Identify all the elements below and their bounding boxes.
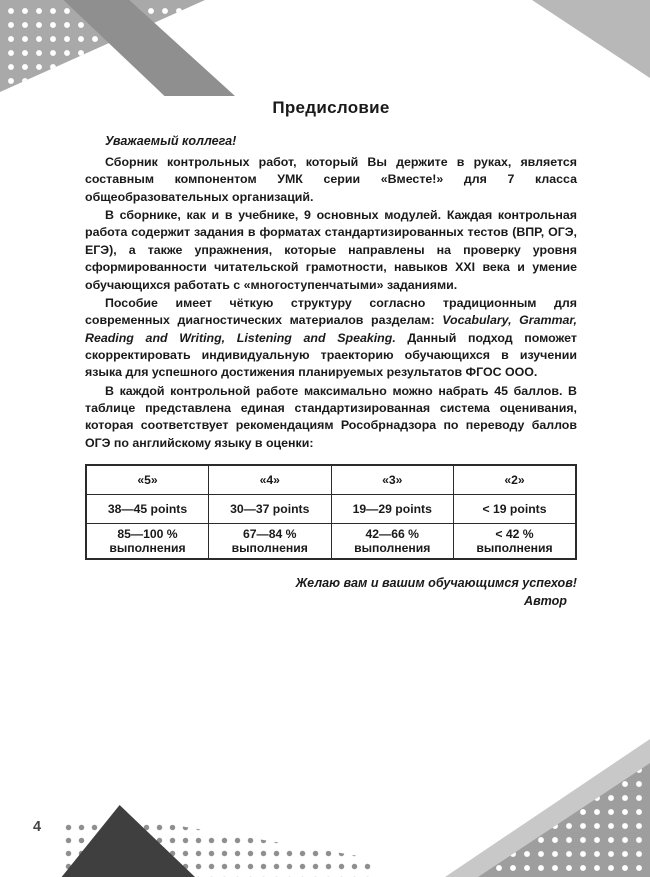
paragraph-3-section-names: Vocabulary, Grammar, Reading and Writing, Listening and Speaking.: [85, 313, 577, 345]
corner-decoration-top-left-band: [0, 0, 235, 96]
paragraph-4: В каждой контрольной работе максимально можно набрать 45 баллов. В таблице представлена единая стандартизированная система оценивания, которая соответствует рекомендациям Рособрнадзора по переводу баллов ОГЭ по английскому языку в оценки:: [85, 383, 577, 450]
paragraph-3-suffix: Данный подход поможет скорректировать индивидуальную траекторию обучающихся в изучении языка для успешного достижения планируемых результатов ФГОС ООО.: [85, 330, 577, 380]
percent-cell: [86, 524, 209, 560]
paragraph-2: В сборнике, как и в учебнике, 9 основных модулей. Каждая контрольная работа содержит задания в форматах стандартизированных тестов (ВПР, ОГЭ, ЕГЭ), а также упражнения, которые направлены на проверку уровня сформированности читательской грамотности, навыков XXI века и умение обучающихся работать с «многоступенчатыми» заданиями.: [85, 208, 577, 292]
grading-scale-table: [85, 464, 577, 560]
grade-cell: «5»: [86, 465, 209, 495]
percent-cell: [454, 524, 577, 560]
closing-block: [85, 574, 577, 611]
corner-decoration-bottom-left-triangle: [50, 805, 195, 877]
greeting-line: Уважаемый коллега!: [105, 134, 237, 148]
grade-cell: «2»: [454, 465, 577, 495]
percent-label: выполнения: [231, 541, 308, 556]
page-title: Предисловие: [272, 98, 390, 117]
points-cell: < 19 points: [454, 495, 577, 524]
percent-value: 42—66 %: [365, 527, 420, 542]
paragraph-1: Сборник контрольных работ, который Вы держите в руках, является составным компонентом УМК серии «Вместе!» для 7 класса общеобразовательных организаций.: [85, 155, 577, 204]
table-row-percents: [86, 524, 576, 560]
grade-cell: «4»: [209, 465, 332, 495]
table-row-points: [86, 495, 576, 524]
table-row-grades: [86, 465, 576, 495]
page-content: [85, 98, 577, 611]
percent-value: < 42 %: [495, 527, 534, 542]
points-cell: 38—45 points: [86, 495, 209, 524]
closing-author: Автор: [524, 594, 567, 609]
closing-wish: Желаю вам и вашим обучающимся успехов!: [295, 576, 577, 591]
corner-decoration-bottom-left-dots: [62, 821, 377, 877]
paragraph-3-prefix: Пособие имеет чёткую структуру согласно традиционным для современных диагностических материалов разделам:: [85, 295, 577, 328]
points-cell: 30—37 points: [209, 495, 332, 524]
percent-label: выполнения: [476, 541, 553, 556]
percent-label: выполнения: [109, 541, 186, 556]
percent-label: выполнения: [354, 541, 431, 556]
corner-decoration-top-left-dots: [0, 0, 205, 92]
percent-cell: [209, 524, 332, 560]
percent-value: 85—100 %: [117, 527, 178, 542]
corner-decoration-bottom-right-dots: [478, 763, 650, 877]
corner-decoration-bottom-right-solid: [445, 739, 650, 877]
corner-decoration-top-right: [532, 0, 650, 78]
percent-cell: [331, 524, 454, 560]
paragraph-3: [85, 295, 577, 382]
percent-value: 67—84 %: [242, 527, 297, 542]
grade-cell: «3»: [331, 465, 454, 495]
page-number: 4: [33, 819, 42, 835]
points-cell: 19—29 points: [331, 495, 454, 524]
